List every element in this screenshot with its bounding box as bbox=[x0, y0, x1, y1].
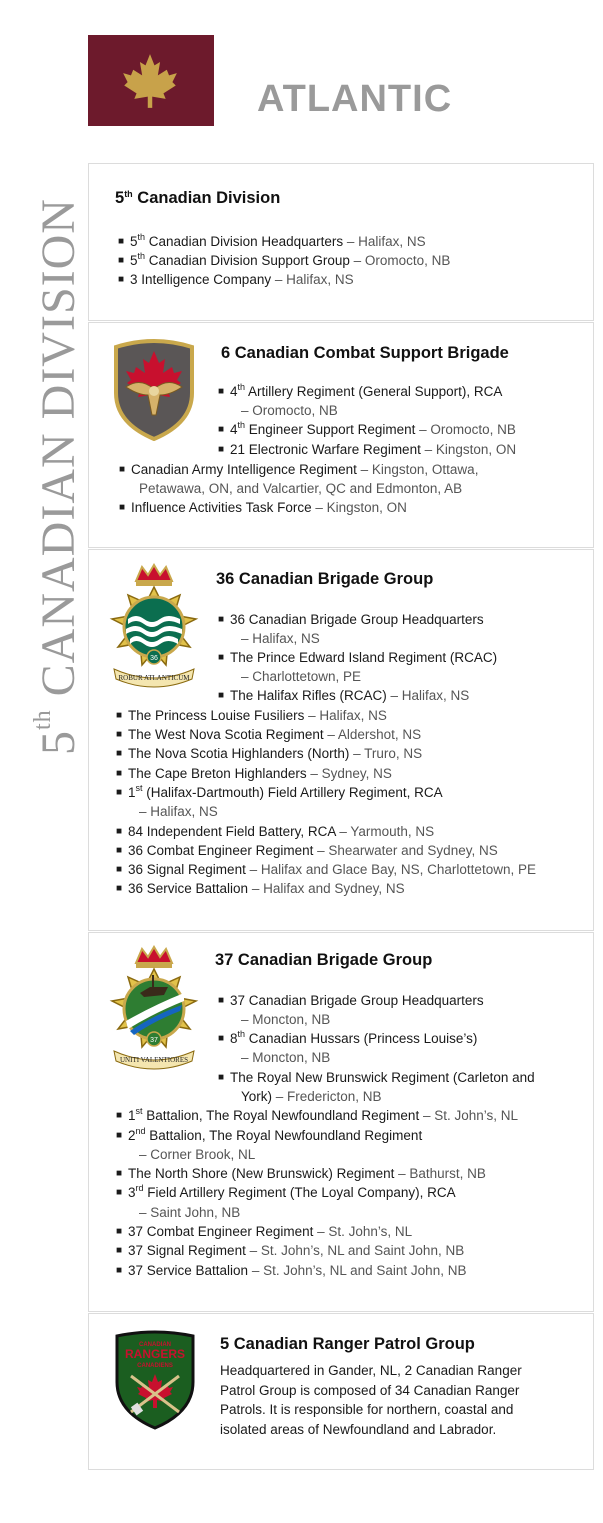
combat-support-crest bbox=[110, 337, 198, 441]
list-item: ■ 84 Independent Field Battery, RCA – Yarmouth, NS bbox=[116, 824, 435, 839]
list-item: ■ The Nova Scotia Highlanders (North) – Truro, NS bbox=[116, 746, 423, 761]
list-item: ■ 3 Intelligence Company – Halifax, NS bbox=[118, 272, 354, 287]
list-item: ■ The Cape Breton Highlanders – Sydney, NS bbox=[116, 766, 392, 781]
list-item-continuation: Petawawa, ON, and Valcartier, QC and Edmonton, AB bbox=[139, 481, 463, 496]
list-item: ■ Canadian Army Intelligence Regiment – Kingston, Ottawa, bbox=[119, 462, 479, 477]
brigade-37-crest bbox=[106, 945, 202, 1073]
panel-title: 37 Canadian Brigade Group bbox=[215, 951, 433, 969]
list-item: ■ 36 Canadian Brigade Group Headquarters bbox=[218, 612, 484, 627]
vertical-division-title: 5th CANADIAN DIVISION bbox=[30, 198, 85, 755]
list-item: ■ 4th Artillery Regiment (General Support), RCA bbox=[218, 382, 503, 399]
list-item: ■ 37 Combat Engineer Regiment – St. John’s, NL bbox=[116, 1224, 413, 1239]
list-item: ■ 1st (Halifax-Dartmouth) Field Artillery Regiment, RCA bbox=[116, 783, 443, 800]
list-item: ■ 8th Canadian Hussars (Princess Louise’s) bbox=[218, 1029, 478, 1046]
list-item: ■ The Halifax Rifles (RCAC) – Halifax, NS bbox=[218, 688, 470, 703]
list-item-location: – Moncton, NB bbox=[241, 1012, 331, 1027]
list-item: ■ The North Shore (New Brunswick) Regiment – Bathurst, NB bbox=[116, 1166, 486, 1181]
svg-text:36: 36 bbox=[150, 655, 158, 662]
list-item-continuation: York) – Fredericton, NB bbox=[241, 1089, 382, 1104]
svg-text:37: 37 bbox=[150, 1037, 158, 1044]
list-item-location: – Oromocto, NB bbox=[241, 403, 338, 418]
list-item: ■ Influence Activities Task Force – Kingston, ON bbox=[119, 500, 407, 515]
list-item: ■ 36 Combat Engineer Regiment – Shearwater and Sydney, NS bbox=[116, 843, 498, 858]
list-item: ■ The West Nova Scotia Regiment – Aldershot, NS bbox=[116, 727, 422, 742]
svg-text:CANADIAN: CANADIAN bbox=[139, 1342, 171, 1348]
rangers-crest bbox=[113, 1330, 197, 1430]
list-item-location: – Corner Brook, NL bbox=[139, 1147, 256, 1162]
region-title: ATLANTIC bbox=[257, 78, 453, 120]
panel-description: Headquartered in Gander, NL, 2 Canadian Ranger Patrol Group is composed of 34 Canadian Ranger Patrols. It is responsible for northern, coastal and isolated areas of Newfoundland and Labrador. bbox=[220, 1363, 522, 1437]
panel-title: 5 Canadian Ranger Patrol Group bbox=[220, 1335, 475, 1353]
list-item: ■ 36 Signal Regiment – Halifax and Glace Bay, NS, Charlottetown, PE bbox=[116, 862, 536, 877]
panel-title: 5th Canadian Division bbox=[115, 189, 281, 207]
list-item: ■ 37 Signal Regiment – St. John’s, NL and Saint John, NB bbox=[116, 1243, 465, 1258]
list-item-location: – Halifax, NS bbox=[241, 631, 320, 646]
list-item: ■ 36 Service Battalion – Halifax and Sydney, NS bbox=[116, 881, 405, 896]
panel-title: 36 Canadian Brigade Group bbox=[216, 570, 434, 588]
list-item-location: – Charlottetown, PE bbox=[241, 669, 362, 684]
list-item: ■ 4th Engineer Support Regiment – Oromocto, NB bbox=[218, 420, 516, 437]
list-item: ■ 37 Canadian Brigade Group Headquarters bbox=[218, 993, 484, 1008]
list-item: ■ 2nd Battalion, The Royal Newfoundland Regiment bbox=[116, 1126, 423, 1143]
list-item: ■ The Princess Louise Fusiliers – Halifax, NS bbox=[116, 708, 387, 723]
list-item: ■ 21 Electronic Warfare Regiment – Kingston, ON bbox=[218, 442, 517, 457]
list-item: ■ The Royal New Brunswick Regiment (Carleton and bbox=[218, 1070, 535, 1085]
svg-text:CANADIENS: CANADIENS bbox=[137, 1363, 173, 1369]
list-item: ■ 5th Canadian Division Support Group – Oromocto, NB bbox=[118, 251, 451, 268]
list-item: ■ 3rd Field Artillery Regiment (The Loyal Company), RCA bbox=[116, 1183, 456, 1200]
list-item: ■ 37 Service Battalion – St. John’s, NL and Saint John, NB bbox=[116, 1263, 467, 1278]
list-item: ■ The Prince Edward Island Regiment (RCAC) bbox=[218, 650, 498, 665]
division-flag bbox=[88, 35, 214, 126]
svg-text:ROBUR ATLANTICUM: ROBUR ATLANTICUM bbox=[118, 674, 190, 682]
list-item-location: – Saint John, NB bbox=[139, 1205, 241, 1220]
panel-title: 6 Canadian Combat Support Brigade bbox=[221, 344, 509, 362]
svg-text:UNITI VALENTIORES: UNITI VALENTIORES bbox=[120, 1056, 188, 1064]
list-item-location: – Moncton, NB bbox=[241, 1050, 331, 1065]
list-item: ■ 1st Battalion, The Royal Newfoundland Regiment – St. John’s, NL bbox=[116, 1106, 519, 1123]
svg-text:RANGERS: RANGERS bbox=[124, 1347, 186, 1361]
maple-leaf-icon bbox=[122, 53, 178, 109]
list-item: ■ 5th Canadian Division Headquarters – Halifax, NS bbox=[118, 232, 426, 249]
brigade-36-crest bbox=[106, 563, 202, 691]
list-item-location: – Halifax, NS bbox=[139, 804, 218, 819]
